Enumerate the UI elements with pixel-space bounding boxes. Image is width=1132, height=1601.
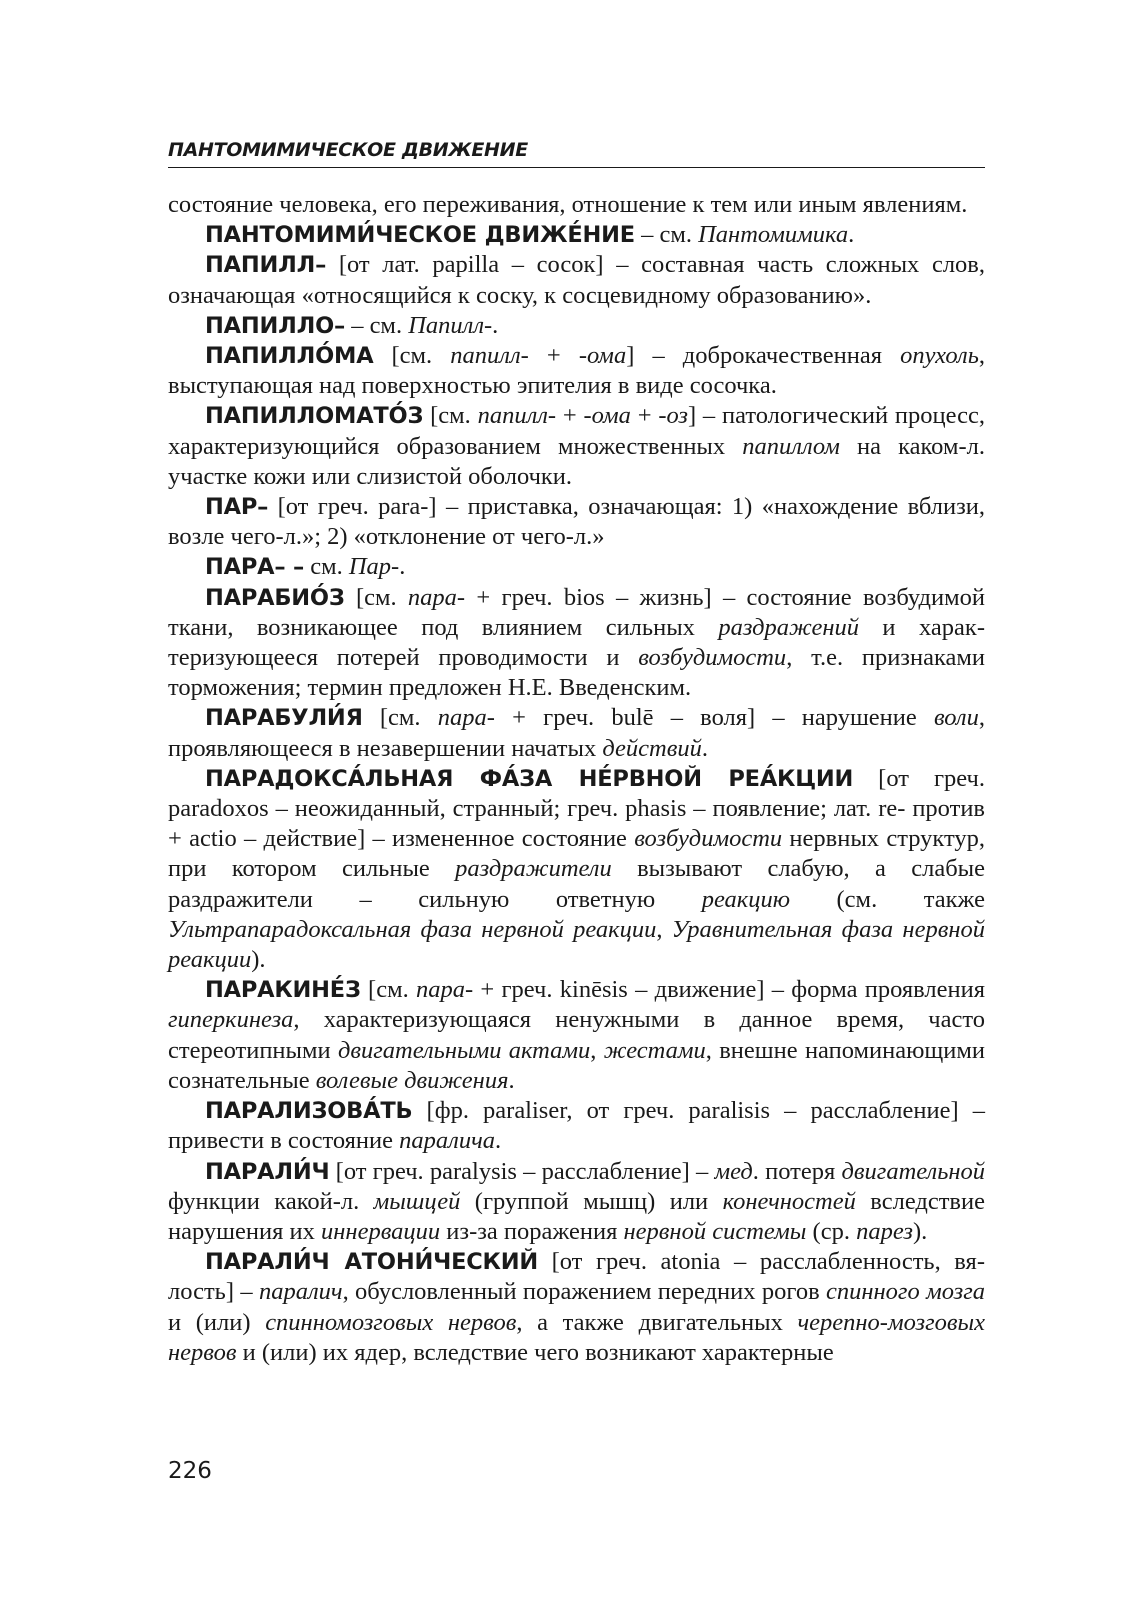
dictionary-entry [168,583,985,704]
headword: ПАРАДОКСА́ЛЬНАЯ ФА́ЗА НЕ́РВНОЙ РЕА́КЦИИ [205,765,854,792]
dictionary-entry [168,341,985,401]
headword: ПАРАЛИ́Ч АТОНИ́ЧЕСКИЙ [205,1249,539,1276]
dictionary-entry [168,552,985,582]
definition-text: , [590,1036,604,1064]
definition-text: ). [912,1217,928,1245]
definition-text: [см. [362,704,438,732]
definition-text: + греч. bios – жизнь] – состояние возбудимой ткани, возникающее под влиянием сильных [168,583,985,641]
cross-reference-term: пара- [415,976,474,1004]
definition-text: . [848,221,855,249]
cross-reference-term: паралича [399,1127,496,1155]
headword: ПАПИЛЛОМАТО́З [205,403,424,430]
dictionary-entry [168,250,985,310]
headword: ПАПИЛЛ– [205,252,327,279]
definition-text: – см. [345,311,409,339]
definition-text: (ср. [806,1217,857,1245]
definition-text: [см. [373,342,451,370]
definition-text: вызывают слабую, а слабые раздражители – сильную ответную [168,855,986,913]
dictionary-entry [168,764,985,975]
definition-text: и (или) [168,1308,266,1336]
cross-reference-term: возбудимости [634,825,783,853]
cross-reference-term: гиперкинеза [168,1006,294,1034]
definition-text: . [492,311,499,339]
definition-text: , проявляющееся в незавершении начатых [168,704,985,762]
definition-text: нервных структур, при котором сильные [168,825,985,883]
cross-reference-term: иннервации [321,1217,441,1245]
headword: ПАРАБИО́З [205,584,345,611]
definition-text: , т.е. признаками торможения; термин предложен Н.Е. Введенским. [168,644,985,702]
cross-reference-term: пара- [437,704,495,732]
definition-text: (группой мышц) или [460,1187,723,1215]
definition-text: [см. [344,583,408,611]
cross-reference-term: раздражители [455,855,612,883]
definition-text: [от греч. para-] – приставка, означающая: 1) «нахождение вблизи, возле чего-л.»; 2) «отклонение от чего-л.» [168,493,985,551]
cross-reference-term: опухоль [900,342,979,370]
headword: ПАРАЛИЗОВА́ТЬ [205,1098,413,1125]
headword: ПАПИЛЛО́МА [205,343,374,370]
cross-reference-term: -ома [583,402,631,430]
definition-text: , [656,915,672,943]
definition-text: + греч. bulē – воля] – нарушение [494,704,934,732]
definition-text: . [701,734,708,762]
definition-text: [от греч. paradoxos – неожиданный, странный; греч. phasis – появление; лат. re- против + actio – действие] – измененное состояние [168,764,985,853]
cross-reference-term: раздражений [718,613,859,641]
definition-text: , внешне напоминающими сознательные [168,1036,986,1094]
cross-reference-term: жестами [603,1036,706,1064]
dictionary-entry [168,401,985,492]
definition-text: и характеризующееся потерей проводимости и [168,613,985,672]
dictionary-entry [168,703,985,763]
cross-reference-term: Папилл- [408,311,493,339]
continuation-paragraph [168,190,985,220]
definition-text: [см. [360,976,416,1004]
cross-reference-term: парез [856,1217,913,1245]
cross-reference-term: действий [602,734,702,762]
definition-text: ] – доброкачественная [626,342,901,370]
cross-reference-term: конечностей [722,1187,856,1215]
dictionary-entry [168,1247,985,1368]
running-head: ПАНТОМИМИЧЕСКОЕ ДВИЖЕНИЕ [168,139,985,168]
dictionary-text [168,190,985,1368]
page-number: 226 [168,1458,212,1484]
cross-reference-term: мед [714,1157,753,1185]
cross-reference-term: волевые движения [315,1066,509,1094]
cross-reference-term: возбудимости [638,644,787,672]
definition-text: , выступающая над поверхностью эпителия в виде сосочка. [168,342,985,400]
headword: ПАРАБУЛИ́Я [205,705,363,732]
definition-text: [фр. paraliser, от греч. paralisis – расслабление] – привести в состояние [168,1097,985,1155]
dictionary-entry [168,492,985,552]
definition-text: ] – патологический процесс, характеризующийся образованием множественных [168,402,985,460]
definition-text: и (или) их ядер, вследствие чего возникают характерные [236,1338,834,1366]
dictionary-entry [168,1157,985,1248]
definition-text: ). [251,946,266,974]
cross-reference-term: папилл- [477,402,557,430]
headword: ПАРА– – [205,554,305,581]
cross-reference-term: Ультрапарадоксальная фаза нервной реакции [168,915,657,943]
cross-reference-term: черепно-мозговых нервов [168,1308,985,1366]
definition-text: функции какой-л. [168,1187,374,1215]
definition-text: . потеря [752,1157,842,1185]
cross-reference-term: паралич [258,1278,343,1306]
definition-text: – см. [634,221,699,249]
definition-text: , а также двигательных [516,1308,798,1336]
cross-reference-term: реакцию [701,885,790,913]
cross-reference-term: мышцей [373,1187,461,1215]
definition-text: вследствие нарушения их [168,1187,985,1245]
cross-reference-term: пара- [407,583,466,611]
definition-text: из-за поражения [440,1217,624,1245]
cross-reference-term: -оз [658,402,688,430]
definition-text: [см. [423,402,478,430]
headword: ПАРАКИНЕ́З [205,977,361,1004]
cross-reference-term: папилл- [450,342,529,370]
definition-text: см. [304,553,349,581]
cross-reference-term: нервной системы [623,1217,807,1245]
headword: ПАНТОМИМИ́ЧЕСКОЕ ДВИЖЕ́НИЕ [205,222,635,249]
cross-reference-term: Пар- [348,553,400,581]
definition-text: [от лат. papilla – сосок] – составная часть сложных слов, означающая «относящийся к соску, к сосцевидному образованию». [168,251,985,309]
definition-text: + [556,402,584,430]
cross-reference-term: Уравнительная фаза нервной реакции [168,915,985,974]
definition-text: + [528,342,579,370]
cross-reference-term: воли [933,704,979,732]
cross-reference-term: двигательной [841,1157,986,1185]
dictionary-entry [168,975,985,1096]
definition-text: [от греч. paralysis – расслабление] – [329,1157,715,1185]
definition-text: на каком-л. участке кожи или слизистой оболочки. [168,432,985,490]
dictionary-entry [168,220,985,250]
definition-text: + греч. kinēsis – движение] – форма проявления [473,976,985,1004]
cross-reference-term: -ома [578,342,627,370]
definition-text: . [399,553,406,581]
cross-reference-term: спинного мозга [825,1278,985,1306]
definition-text: состояние человека, его переживания, отношение к тем или иным явлениям. [168,191,968,218]
definition-text: . [495,1127,502,1155]
dictionary-entry [168,1096,985,1156]
definition-text: (см. также [789,885,985,913]
definition-text: , характеризующаяся ненужными в данное время, часто стереотипными [168,1006,985,1064]
definition-text: . [508,1066,515,1094]
definition-text: [от греч. atonia – расслабленность, вялость] – [168,1248,985,1306]
dictionary-entry [168,311,985,341]
cross-reference-term: Пантомимика [698,221,849,249]
definition-text: + [630,402,659,430]
headword: ПАПИЛЛО– [205,312,346,339]
headword: ПАР– [205,494,269,521]
cross-reference-term: папиллом [742,432,840,460]
definition-text: , обусловленный поражением передних рогов [342,1278,826,1306]
cross-reference-term: спинномозговых нервов [265,1308,517,1336]
headword: ПАРАЛИ́Ч [205,1158,330,1185]
cross-reference-term: двигательными актами [337,1036,591,1064]
